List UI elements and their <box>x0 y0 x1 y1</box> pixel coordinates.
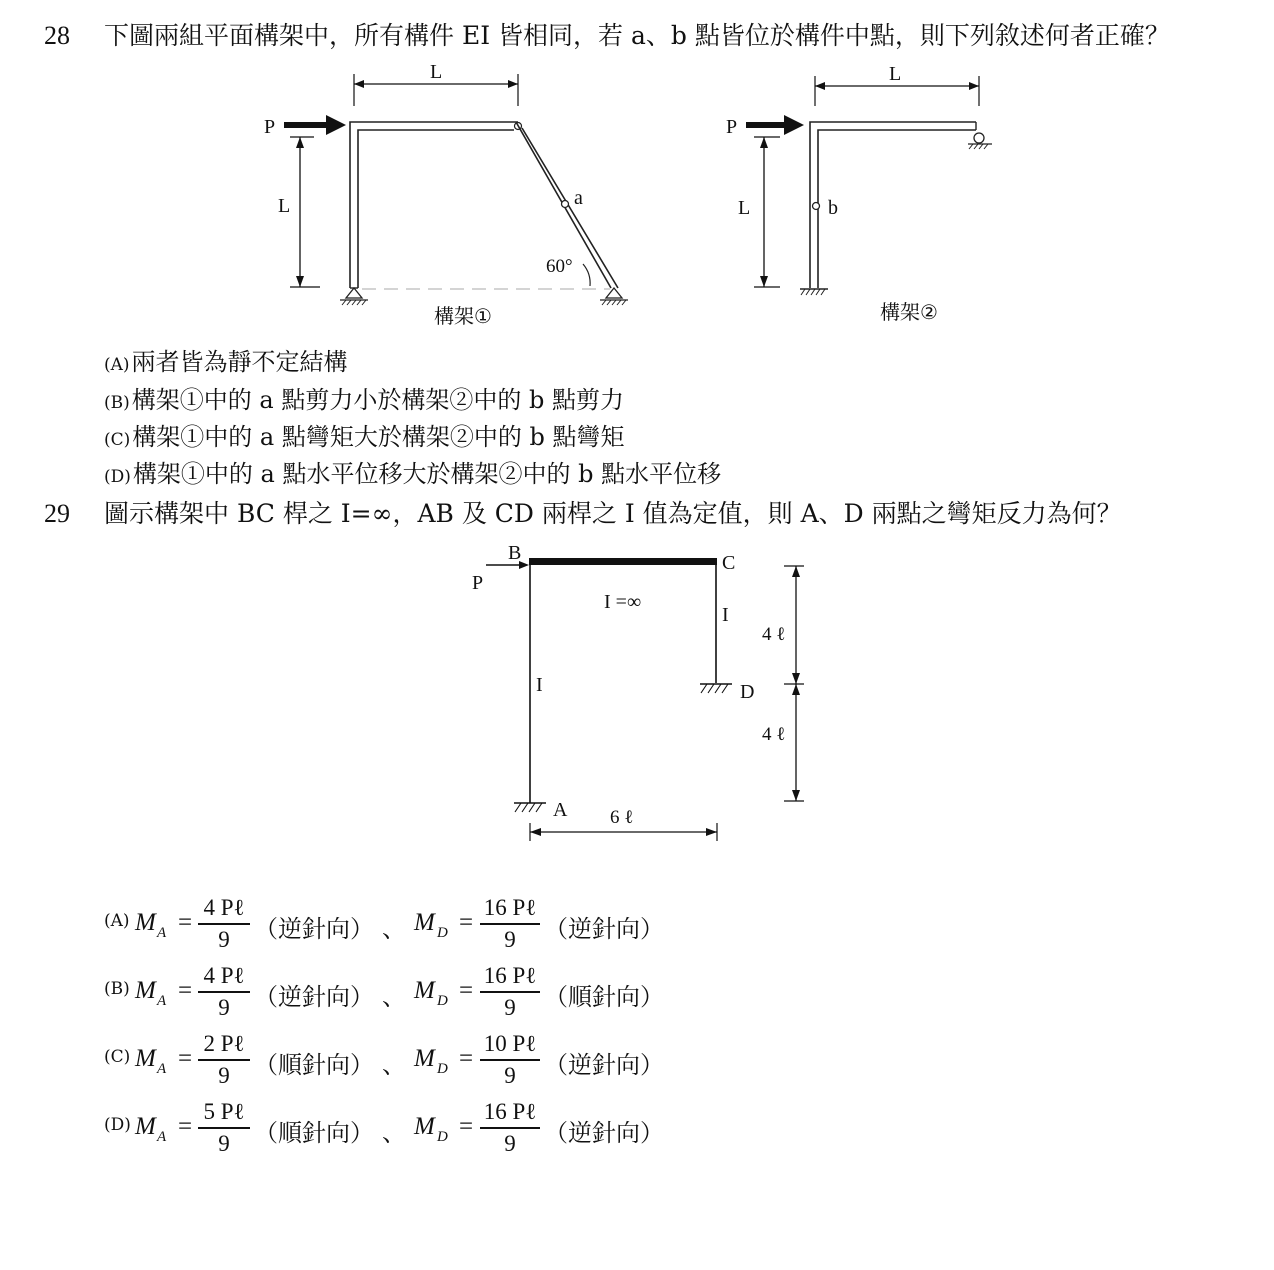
equals-sign: = <box>178 1113 193 1140</box>
equals-sign: = <box>459 977 474 1004</box>
q29-figure <box>460 538 820 848</box>
option-label: (B) <box>104 393 130 413</box>
moment-d-fraction <box>480 961 540 1023</box>
moment-a-subscript: A <box>157 1061 167 1077</box>
moment-d-symbol: M <box>414 909 435 936</box>
node-a-label: A <box>553 799 568 821</box>
fraction-numerator: 4 Pℓ <box>203 895 245 920</box>
option-label: (D) <box>104 467 131 487</box>
frame2-caption: 構架② <box>880 300 938 324</box>
equals-sign: = <box>459 909 474 936</box>
question-number: 28 <box>44 21 70 50</box>
frame2-point-label: b <box>828 197 838 219</box>
beam-inertia-label: I =∞ <box>604 591 642 613</box>
dim-span-label: 6 ℓ <box>610 807 634 828</box>
moment-a-direction: （順針向） <box>254 1119 374 1147</box>
moment-d-fraction <box>480 1097 540 1159</box>
option-label: (A) <box>104 355 130 375</box>
fraction-denominator: 9 <box>218 1130 230 1156</box>
equals-sign: = <box>459 1113 474 1140</box>
moment-d-direction: （逆針向） <box>544 915 664 943</box>
moment-a-direction: （逆針向） <box>254 915 374 943</box>
moment-a-symbol: M <box>135 977 156 1004</box>
moment-a-direction: （逆針向） <box>254 983 374 1011</box>
fraction-numerator: 2 Pℓ <box>203 1031 245 1056</box>
frame2-span-label: L <box>889 63 902 85</box>
moment-a-direction: （順針向） <box>254 1051 374 1079</box>
option-text: 構架①中的 a 點水平位移大於構架②中的 b 點水平位移 <box>132 460 722 488</box>
node-c-label: C <box>722 552 736 574</box>
equals-sign: = <box>178 909 193 936</box>
moment-d-subscript: D <box>437 925 448 941</box>
option-label: (C) <box>104 1047 131 1067</box>
option-label: (C) <box>104 430 131 450</box>
fraction-denominator: 9 <box>504 994 516 1020</box>
separator: 、 <box>382 983 406 1011</box>
option-label: (D) <box>104 1115 131 1135</box>
fraction-denominator: 9 <box>504 926 516 952</box>
frame2-height-label: L <box>738 197 751 219</box>
q29-option-d[interactable] <box>104 1097 704 1161</box>
load-p-label: P <box>472 572 484 594</box>
separator: 、 <box>382 1051 406 1079</box>
moment-a-fraction <box>198 893 250 955</box>
col-cd-inertia-label: I <box>722 604 729 626</box>
fraction-denominator: 9 <box>218 1062 230 1088</box>
option-label: (B) <box>104 979 130 999</box>
moment-d-symbol: M <box>414 1045 435 1072</box>
frame1-height-label: L <box>278 195 291 217</box>
option-label: (A) <box>104 911 130 931</box>
moment-d-subscript: D <box>437 1129 448 1145</box>
moment-d-subscript: D <box>437 993 448 1009</box>
q28-option-d[interactable] <box>104 459 721 492</box>
moment-d-direction: （逆針向） <box>544 1119 664 1147</box>
question-text: 下圖兩組平面構架中，所有構件 EI 皆相同，若 a、b 點皆位於構件中點，則下列敘述何者正確？ <box>104 21 1170 50</box>
moment-d-symbol: M <box>414 977 435 1004</box>
frame1-load-label: P <box>264 116 276 138</box>
fraction-denominator: 9 <box>218 994 230 1020</box>
moment-a-fraction <box>198 1029 250 1091</box>
moment-a-symbol: M <box>135 1113 156 1140</box>
fraction-numerator: 10 Pℓ <box>483 1031 537 1056</box>
moment-d-subscript: D <box>437 1061 448 1077</box>
q28-option-b[interactable] <box>104 385 624 418</box>
moment-d-direction: （逆針向） <box>544 1051 664 1079</box>
separator: 、 <box>382 915 406 943</box>
fraction-denominator: 9 <box>504 1130 516 1156</box>
moment-a-symbol: M <box>135 1045 156 1072</box>
moment-d-fraction <box>480 893 540 955</box>
question-number: 29 <box>44 499 70 528</box>
frame-1 <box>264 61 628 328</box>
equals-sign: = <box>459 1045 474 1072</box>
question-text: 圖示構架中 BC 桿之 I=∞，AB 及 CD 兩桿之 I 值為定值，則 A、D 兩點之彎矩反力為何？ <box>104 499 1122 528</box>
equals-sign: = <box>178 1045 193 1072</box>
fraction-denominator: 9 <box>218 926 230 952</box>
moment-a-fraction <box>198 961 250 1023</box>
moment-a-subscript: A <box>157 1129 167 1145</box>
col-ab-inertia-label: I <box>536 674 543 696</box>
frame1-point-label: a <box>574 187 583 209</box>
q28-figure <box>250 58 1010 333</box>
moment-d-fraction <box>480 1029 540 1091</box>
moment-a-subscript: A <box>157 925 167 941</box>
fraction-numerator: 16 Pℓ <box>483 963 537 988</box>
q28-option-c[interactable] <box>104 422 624 455</box>
dim-top-label: 4 ℓ <box>762 624 786 645</box>
option-text: 構架①中的 a 點剪力小於構架②中的 b 點剪力 <box>131 386 624 414</box>
q29-option-c[interactable] <box>104 1029 704 1093</box>
separator: 、 <box>382 1119 406 1147</box>
moment-a-fraction <box>198 1097 250 1159</box>
moment-a-subscript: A <box>157 993 167 1009</box>
frame1-span-label: L <box>430 61 443 83</box>
node-b-label: B <box>508 542 522 564</box>
dim-bottom-label: 4 ℓ <box>762 724 786 745</box>
q28-option-a[interactable] <box>104 347 348 380</box>
frame-2 <box>726 63 992 324</box>
option-text: 構架①中的 a 點彎矩大於構架②中的 b 點彎矩 <box>132 423 625 451</box>
fraction-numerator: 16 Pℓ <box>483 895 537 920</box>
fraction-numerator: 4 Pℓ <box>203 963 245 988</box>
fraction-numerator: 16 Pℓ <box>483 1099 537 1124</box>
moment-d-direction: （順針向） <box>544 983 664 1011</box>
option-text: 兩者皆為靜不定結構 <box>131 348 348 376</box>
frame2-load-label: P <box>726 116 738 138</box>
node-d-label: D <box>740 681 755 703</box>
q29-option-b[interactable] <box>104 961 704 1025</box>
frame1-caption: 構架① <box>434 304 492 328</box>
fraction-numerator: 5 Pℓ <box>203 1099 245 1124</box>
q29-option-a[interactable] <box>104 893 704 957</box>
moment-a-symbol: M <box>135 909 156 936</box>
equals-sign: = <box>178 977 193 1004</box>
moment-d-symbol: M <box>414 1113 435 1140</box>
frame1-angle-label: 60° <box>546 256 573 277</box>
fraction-denominator: 9 <box>504 1062 516 1088</box>
